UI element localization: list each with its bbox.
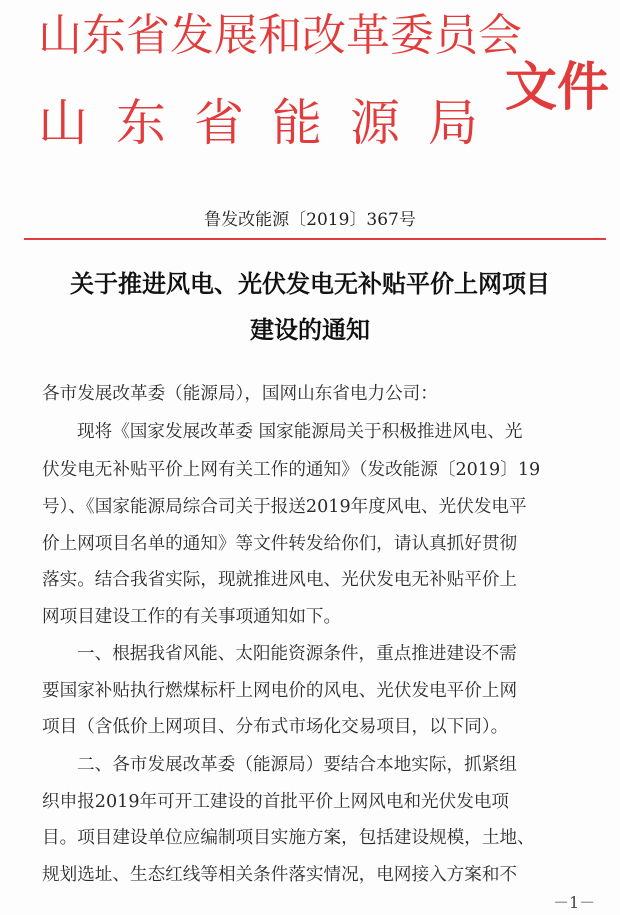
- body-line: 织申报2019年可开工建设的首批平价上网风电和光伏发电项: [42, 792, 510, 812]
- title-line-2: 建设的通知: [250, 316, 370, 344]
- red-divider: [24, 238, 606, 240]
- body-line: 项目（含低价上网项目、分布式市场化交易项目，以下同）。: [42, 717, 509, 737]
- body-line: 目。项目建设单位应编制项目实施方案，包括建设规模，土地、: [42, 828, 535, 848]
- body-line: 要国家补贴执行燃煤标杆上网电价的风电、光伏发电平价上网: [42, 681, 518, 701]
- issuer-line-1: 山东省发展和改革委员会: [38, 10, 522, 61]
- body-line: 规划选址、生态红线等相关条件落实情况，电网接入方案和不: [42, 865, 518, 885]
- body-line: 二、各市发展改革委（能源局）要结合本地实际，抓紧组: [77, 755, 517, 775]
- document-number: 鲁发改能源〔2019〕367号: [204, 210, 416, 230]
- issuer-line-2: 山东省能源局: [38, 94, 506, 152]
- page-number: －1－: [553, 893, 596, 912]
- document-word: 文件: [505, 57, 610, 118]
- body-line: 现将《国家发展改革委 国家能源局关于积极推进风电、光: [77, 422, 523, 442]
- body-line: 价上网项目名单的通知》等文件转发给你们，请认真抓好贯彻: [42, 534, 518, 554]
- body-line: 落实。结合我省实际，现就推进风电、光伏发电无补贴平价上: [42, 570, 518, 590]
- body-line: 号）、《国家能源局综合司关于报送2019年度风电、光伏发电平: [42, 497, 527, 517]
- body-line: 一、根据我省风能、太阳能资源条件，重点推进建设不需: [77, 644, 517, 664]
- title-line-1: 关于推进风电、光伏发电无补贴平价上网项目: [70, 270, 550, 298]
- body-line: 网项目建设工作的有关事项通知如下。: [42, 607, 342, 627]
- body-line: 伏发电无补贴平价上网有关工作的通知》（发改能源〔2019〕19: [42, 460, 541, 480]
- salutation: 各市发展改革委（能源局），国网山东省电力公司：: [42, 384, 438, 404]
